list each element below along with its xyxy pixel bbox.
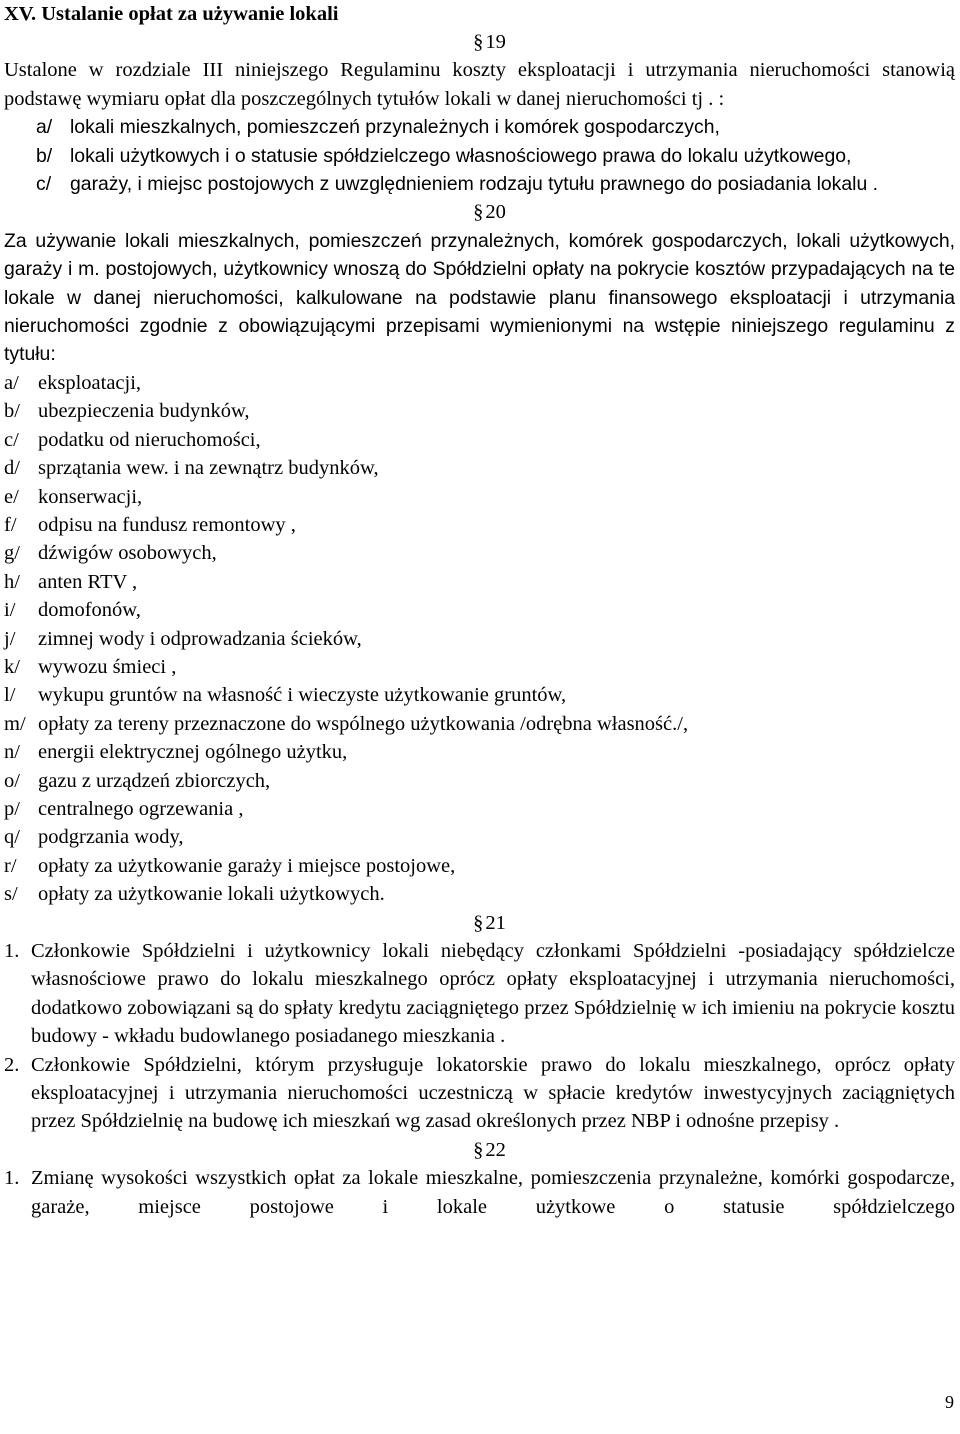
section-20-intro: Za używanie lokali mieszkalnych, pomieszczeń przynależnych, komórek gospodarczych, lokali użytkowych, garaży i m. postojowych, użytkownicy wnoszą do Spółdzielni opłaty na pokrycie kosztów przypadających na te lokale w danej nieruchomości, kalkulowane na podstawie planu finansowego eksploatacji i utrzymania nieruchomości zgodnie z obowiązującymi przepisami wymienionymi na wstępie niniejszego regulaminu z tytułu: (4, 229, 955, 366)
list-item (4, 568, 955, 596)
list-item-label: c/ (36, 173, 52, 196)
paragraph-number: 2. (4, 1053, 20, 1076)
section-19-intro: Ustalone w rozdziale III niniejszego Regulaminu koszty eksploatacji i utrzymania nieruchomości stanowią podstawę wymiaru opłat dla poszczególnych tytułów lokali w danej nieruchomości tj . : (4, 59, 955, 110)
list-item (4, 113, 955, 141)
section-19-list (4, 113, 955, 198)
section-20-heading (4, 198, 955, 226)
list-item (4, 653, 955, 681)
paragraph-text: Zmianę wysokości wszystkich opłat za lokale mieszkalne, pomieszczenia przynależne, komórki gospodarcze, garaże, miejsce postojowe i lokale użytkowe o statusie spółdzielczego (31, 1167, 955, 1218)
list-item-label: a/ (4, 371, 19, 394)
list-item-text: odpisu na fundusz remontowy , (38, 513, 296, 536)
list-item (4, 369, 955, 397)
section-21-list (4, 937, 955, 1136)
section-20-list (4, 369, 955, 909)
list-item (4, 823, 955, 851)
list-item (4, 426, 955, 454)
document-page (4, 0, 955, 1221)
section-21-heading (4, 909, 955, 937)
list-item (4, 142, 955, 170)
paragraph-text: Członkowie Spółdzielni i użytkownicy lokali niebędący członkami Spółdzielni -posiadający spółdzielcze własnościowe prawo do lokalu mieszkalnego oprócz opłaty eksploatacyjnej i utrzymania nieruchomości, dodatkowo zobowiązani są do spłaty kredytu zaciągniętego przez Spółdzielnię w ich imieniu na pokrycie kosztu budowy - wkładu budowlanego posiadanego mieszkania . (31, 940, 955, 1048)
numbered-paragraph (4, 1051, 955, 1136)
page-number: 9 (945, 1392, 954, 1412)
list-item-label: g/ (4, 542, 20, 565)
list-item (4, 539, 955, 567)
list-item-text: konserwacji, (38, 485, 143, 508)
list-item-text: anten RTV , (38, 570, 138, 593)
list-item-label: s/ (4, 883, 18, 906)
chapter-title: XV. Ustalanie opłat za używanie lokali (4, 3, 339, 25)
list-item-text: ubezpieczenia budynków, (38, 400, 250, 423)
list-item (4, 454, 955, 482)
section-number: 19 (485, 31, 506, 53)
list-item (4, 596, 955, 624)
list-item-label: f/ (4, 513, 17, 536)
section-number: 22 (485, 1138, 506, 1161)
list-item (4, 767, 955, 795)
list-item-text: domofonów, (38, 599, 141, 622)
list-item-text: gazu z urządzeń zbiorczych, (38, 769, 271, 792)
list-item (4, 738, 955, 766)
section-symbol: § (473, 31, 484, 53)
list-item-label: n/ (4, 741, 20, 764)
section-22-list (4, 1164, 955, 1221)
list-item-label: m/ (4, 712, 26, 735)
list-item-label: p/ (4, 797, 20, 820)
section-symbol: § (473, 1138, 484, 1161)
list-item (4, 511, 955, 539)
paragraph-number: 1. (4, 1167, 20, 1190)
list-item-text: lokali użytkowych i o statusie spółdzielczego własnościowego prawa do lokalu użytkowego, (70, 144, 852, 167)
list-item-text: eksploatacji, (38, 371, 142, 394)
list-item-label: j/ (4, 627, 16, 650)
list-item-label: c/ (4, 428, 19, 451)
list-item (4, 795, 955, 823)
list-item-text: wywozu śmieci , (38, 655, 177, 678)
list-item-label: h/ (4, 570, 20, 593)
list-item (4, 710, 955, 738)
section-20-intro-first-line (4, 227, 955, 369)
list-item-label: e/ (4, 485, 19, 508)
list-item-text: opłaty za użytkowanie garaży i miejsce postojowe, (38, 854, 456, 877)
list-item-text: opłaty za tereny przeznaczone do wspólnego użytkowania /odrębna własność./, (38, 712, 689, 735)
list-item (4, 397, 955, 425)
list-item-label: d/ (4, 457, 20, 480)
paragraph-text: Członkowie Spółdzielni, którym przysługuje lokatorskie prawo do lokalu mieszkalnego, oprócz opłaty eksploatacyjnej i utrzymania nieruchomości uczestniczą w spłacie kredytów inwestycyjnych zaciągniętych przez Spółdzielnię na budowę ich mieszkań wg zasad określonych przez NBP i odnośne przepisy . (31, 1053, 955, 1133)
section-number: 20 (485, 201, 506, 224)
list-item (4, 170, 955, 198)
paragraph-number: 1. (4, 940, 20, 962)
section-symbol: § (473, 201, 484, 224)
list-item-label: o/ (4, 769, 20, 792)
list-item-label: q/ (4, 826, 20, 849)
list-item-text: wykupu gruntów na własność i wieczyste użytkowanie gruntów, (38, 684, 567, 707)
list-item-text: podatku od nieruchomości, (38, 428, 261, 451)
section-19-heading (4, 28, 955, 56)
list-item-text: dźwigów osobowych, (38, 542, 217, 565)
list-item-label: r/ (4, 854, 17, 877)
section-symbol: § (473, 911, 484, 934)
list-item-label: l/ (4, 684, 16, 707)
section-number: 21 (485, 911, 506, 934)
list-item-label: a/ (36, 116, 53, 139)
list-item-text: podgrzania wody, (38, 826, 184, 849)
list-item (4, 483, 955, 511)
list-item (4, 852, 955, 880)
list-item (4, 880, 955, 908)
list-item-label: k/ (4, 655, 20, 678)
list-item-text: opłaty za użytkowanie lokali użytkowych. (38, 883, 385, 906)
numbered-paragraph (4, 937, 955, 1051)
list-item (4, 681, 955, 709)
list-item (4, 625, 955, 653)
list-item-label: b/ (4, 400, 20, 423)
list-item-text: zimnej wody i odprowadzania ścieków, (38, 627, 362, 650)
section-22-heading (4, 1136, 955, 1164)
list-item-text: sprzątania wew. i na zewnątrz budynków, (38, 457, 379, 480)
numbered-paragraph (4, 1164, 955, 1221)
list-item-text: centralnego ogrzewania , (38, 797, 244, 820)
list-item-text: lokali mieszkalnych, pomieszczeń przynależnych i komórek gospodarczych, (70, 116, 720, 139)
list-item-label: i/ (4, 599, 16, 622)
list-item-text: energii elektrycznej ogólnego użytku, (38, 741, 348, 764)
list-item-text: garaży, i miejsc postojowych z uwzględnieniem rodzaju tytułu prawnego do posiadania lokalu . (70, 173, 879, 196)
list-item-label: b/ (36, 144, 53, 167)
